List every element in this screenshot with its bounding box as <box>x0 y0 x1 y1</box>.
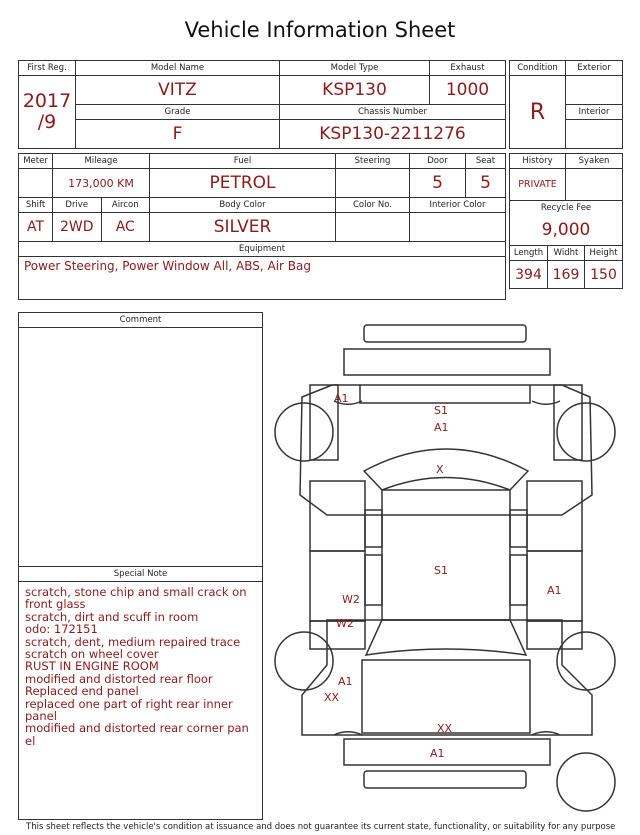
drive-label: Drive <box>53 198 101 212</box>
model-name-label: Model Name <box>76 61 280 76</box>
special-note-line: RUST IN ENGINE ROOM <box>25 659 159 674</box>
comment-box <box>18 312 263 567</box>
model-name-value: VITZ <box>76 76 280 105</box>
exterior-value <box>566 76 623 105</box>
aircon-value: AC <box>115 219 135 235</box>
model-type-value: KSP130 <box>280 76 430 105</box>
steering-value <box>336 169 410 198</box>
drive-aircon-values <box>53 213 150 242</box>
specs-table <box>18 153 506 300</box>
aircon-label: Aircon <box>111 200 139 210</box>
hood-inner <box>360 385 530 403</box>
special-note-box <box>18 566 263 820</box>
special-note-line: el <box>25 733 36 748</box>
mark-rear-xx: XX <box>437 722 453 735</box>
history-value: PRIVATE <box>510 169 566 201</box>
mark-front-left: A1 <box>334 392 349 405</box>
seat-label: Seat <box>466 154 506 169</box>
shift-value: AT <box>19 213 53 242</box>
mileage-label: Mileage <box>53 154 150 169</box>
mark-left-w2-upper: W2 <box>342 593 360 606</box>
front-left-wheel <box>275 403 333 461</box>
first-reg-value <box>19 76 76 149</box>
mark-front-s1: S1 <box>434 404 448 417</box>
mark-rear-left-xx: XX <box>324 691 340 704</box>
drive-aircon-labels <box>53 198 150 213</box>
history-table <box>509 153 623 289</box>
mark-right-side: A1 <box>547 584 562 597</box>
special-note-line: panel <box>25 709 57 724</box>
meter-value <box>19 169 53 198</box>
color-no-value <box>336 213 410 242</box>
door-value: 5 <box>410 169 466 198</box>
drive-value: 2WD <box>53 213 101 241</box>
mark-roof: X <box>436 463 444 476</box>
interior-color-label: Interior Color <box>410 198 506 213</box>
interior-value <box>566 120 623 149</box>
special-note-line: modified and distorted rear floor <box>25 671 213 686</box>
syaken-value <box>566 169 623 201</box>
front-bumper-strip <box>364 325 526 342</box>
special-note-line: scratch on wheel cover <box>25 647 159 662</box>
meter-label: Meter <box>19 154 53 169</box>
equipment-value: Power Steering, Power Window All, ABS, Air Bag <box>19 257 506 300</box>
special-note-line: replaced one part of right rear inner <box>25 696 233 711</box>
condition-table <box>509 60 623 149</box>
length-label: Length <box>510 246 548 261</box>
special-note-line: Replaced end panel <box>25 684 139 699</box>
exhaust-value: 1000 <box>430 76 506 105</box>
color-no-label: Color No. <box>336 198 410 213</box>
condition-label: Condition <box>510 61 566 76</box>
body-color-label: Body Color <box>150 198 336 213</box>
special-note-label: Special Note <box>19 567 262 582</box>
interior-label: Interior <box>566 105 623 120</box>
equipment-label: Equipment <box>19 242 506 257</box>
grade-label: Grade <box>76 105 280 120</box>
left-rear-window <box>365 555 382 605</box>
door-label: Door <box>410 154 466 169</box>
model-type-label: Model Type <box>280 61 430 76</box>
special-note-list <box>19 582 262 751</box>
rear-window <box>366 620 526 655</box>
height-value: 150 <box>585 261 623 289</box>
mark-front-a1: A1 <box>434 421 449 434</box>
body-color-value: SILVER <box>150 213 336 242</box>
grade-value: F <box>76 120 280 149</box>
special-note-line: odo: 172151 <box>25 622 98 637</box>
rear-bumper <box>344 739 550 765</box>
exterior-label: Exterior <box>566 61 623 76</box>
special-note-line: scratch, dent, medium repaired trace <box>25 634 241 649</box>
front-right-wheel <box>557 403 615 461</box>
shift-label: Shift <box>19 198 53 213</box>
fuel-value: PETROL <box>150 169 336 198</box>
right-rear-window <box>510 555 527 605</box>
mark-center: S1 <box>434 564 448 577</box>
history-label: History <box>510 154 566 169</box>
first-reg-month: /9 <box>37 111 57 133</box>
left-rear-door <box>310 551 365 621</box>
car-damage-diagram <box>262 315 634 820</box>
mark-rear-a1: A1 <box>430 747 445 760</box>
footer-disclaimer: This sheet reflects the vehicle's condition at issuance and does not guarantee its current state, functionality, or suitability for any purpose <box>26 822 616 832</box>
first-reg-label: First Reg. <box>19 61 76 76</box>
special-note-line: scratch, stone chip and small crack on <box>25 585 247 599</box>
roof <box>382 490 510 620</box>
comment-label: Comment <box>19 313 262 328</box>
chassis-value: KSP130-2211276 <box>280 120 506 149</box>
left-front-door <box>310 481 365 551</box>
registration-table <box>18 60 506 149</box>
mileage-value: 173,000 KM <box>53 169 150 198</box>
mark-left-w2-lower: W2 <box>336 617 354 630</box>
width-label: Widht <box>548 246 585 261</box>
rear-right-wheel <box>557 632 615 690</box>
chassis-label: Chassis Number <box>280 105 506 120</box>
right-headlight <box>532 401 560 404</box>
height-label: Height <box>585 246 623 261</box>
seat-value: 5 <box>466 169 506 198</box>
spare-tire <box>557 753 615 811</box>
fuel-label: Fuel <box>150 154 336 169</box>
condition-value: R <box>510 76 566 149</box>
page-title: Vehicle Information Sheet <box>184 18 456 42</box>
steering-label: Steering <box>336 154 410 169</box>
width-value: 169 <box>548 261 585 289</box>
right-front-door <box>527 481 582 551</box>
rear-bumper-strip <box>364 771 526 788</box>
special-note-line: front glass <box>25 597 86 612</box>
rear-left-wheel <box>275 632 333 690</box>
recycle-value: 9,000 <box>510 215 623 246</box>
interior-color-value <box>410 213 506 242</box>
mark-rear-left-a1: A1 <box>338 675 353 688</box>
special-note-line: modified and distorted rear corner pan <box>25 721 249 736</box>
exhaust-label: Exhaust <box>430 61 506 76</box>
first-reg-year: 2017 <box>22 90 72 112</box>
windshield <box>364 449 528 490</box>
front-bumper <box>344 349 550 375</box>
syaken-label: Syaken <box>566 154 623 169</box>
special-note-line: scratch, dirt and scuff in room <box>25 609 199 624</box>
recycle-label: Recycle Fee <box>510 201 623 216</box>
length-value: 394 <box>510 261 548 289</box>
